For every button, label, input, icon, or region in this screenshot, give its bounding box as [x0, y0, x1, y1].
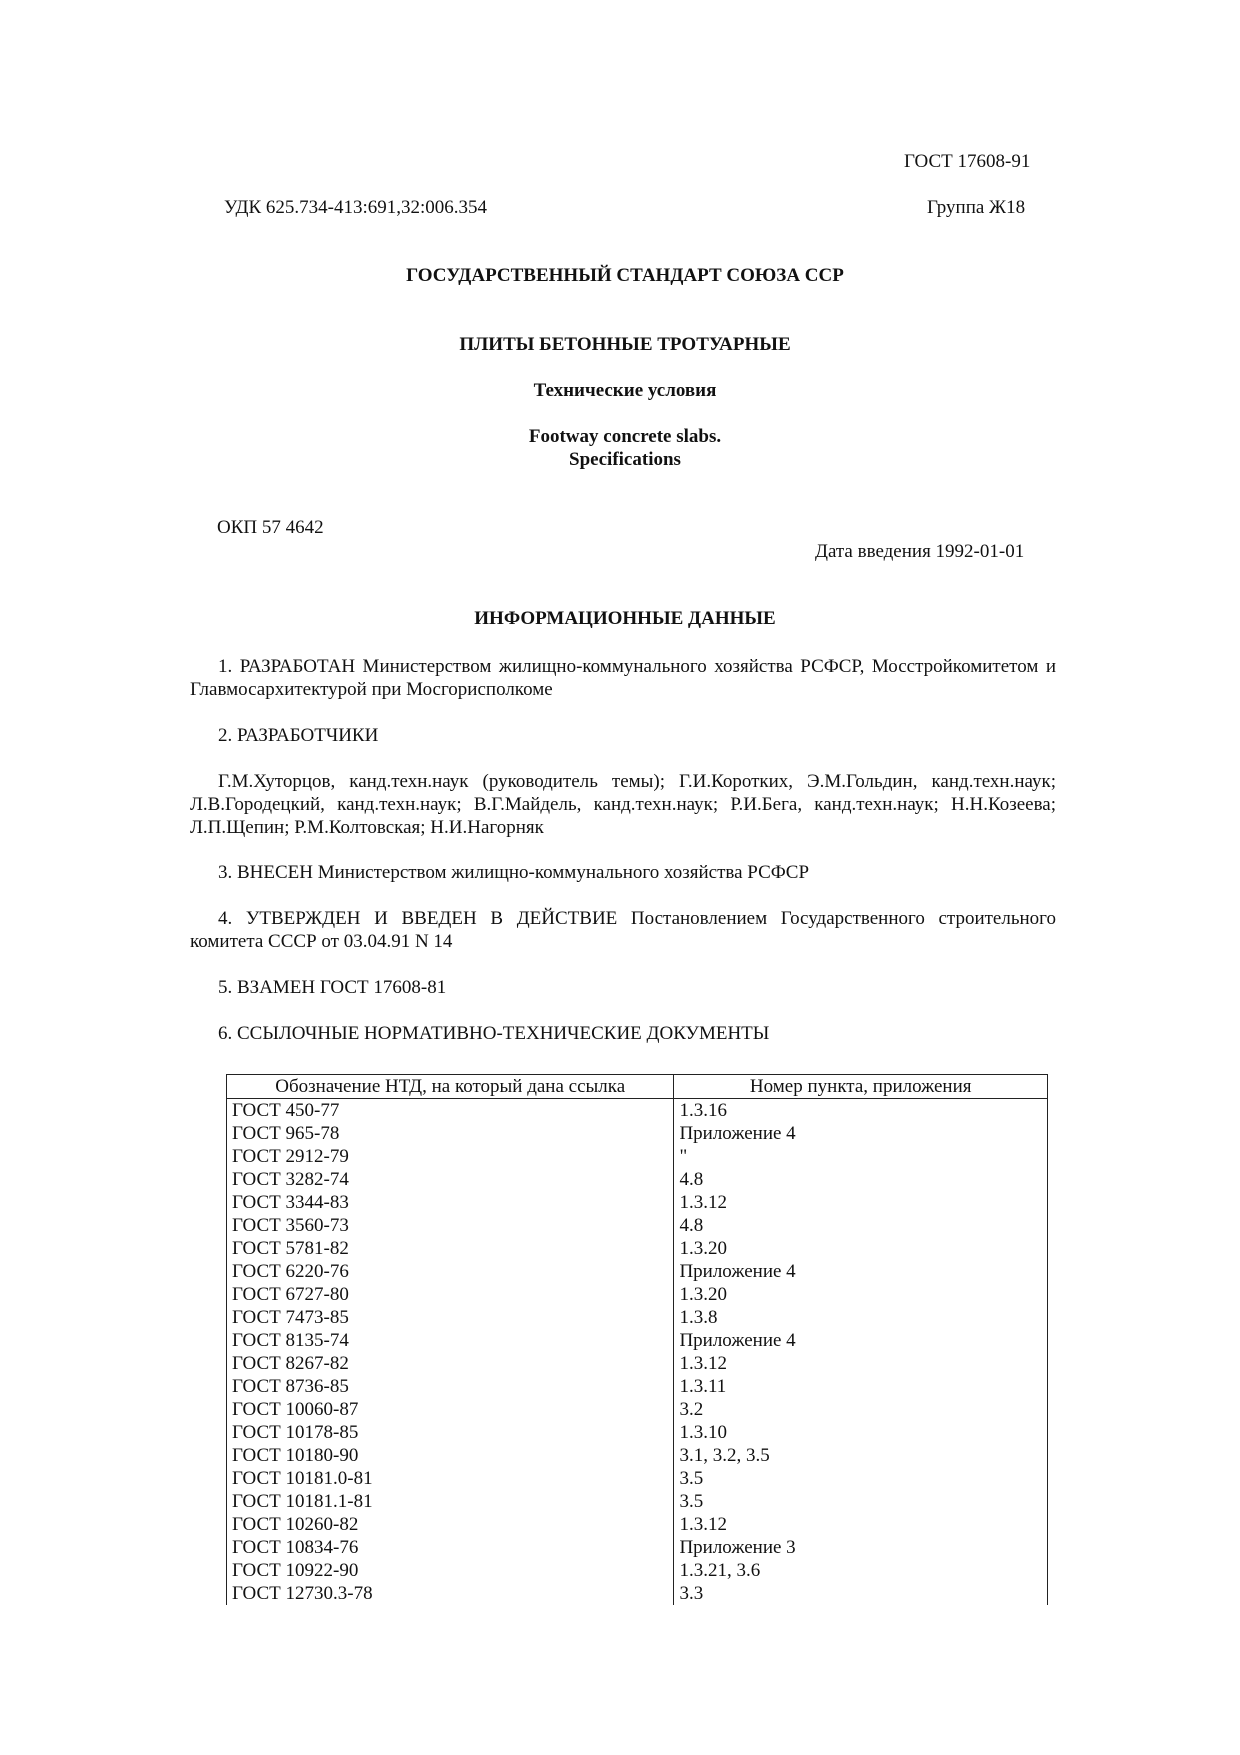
table-row [227, 1283, 1048, 1306]
references-table [226, 1074, 1048, 1605]
clause-cell: 1.3.20 [674, 1237, 1048, 1260]
document-subtitle: Технические условия [533, 380, 717, 401]
document-cell: ГОСТ 8135-74 [227, 1329, 674, 1352]
udk-code: УДК 625.734-413:691,32:006.354 [224, 197, 488, 218]
document-cell: ГОСТ 7473-85 [227, 1306, 674, 1329]
clause-cell: 3.1, 3.2, 3.5 [674, 1444, 1048, 1467]
clause-cell: " [674, 1145, 1048, 1168]
clause-cell: 3.5 [674, 1490, 1048, 1513]
table-row [227, 1375, 1048, 1398]
state-standard-heading: ГОСУДАРСТВЕННЫЙ СТАНДАРТ СОЮЗА ССР [406, 265, 844, 286]
document-cell: ГОСТ 10060-87 [227, 1398, 674, 1421]
group-code: Группа Ж18 [927, 197, 1026, 218]
table-row [227, 1398, 1048, 1421]
column-header-document: Обозначение НТД, на который дана ссылка [227, 1075, 674, 1099]
clause-cell: 1.3.8 [674, 1306, 1048, 1329]
document-cell: ГОСТ 10178-85 [227, 1421, 674, 1444]
table-row [227, 1421, 1048, 1444]
info-item-developers: 2. РАЗРАБОТЧИКИ [218, 725, 379, 746]
info-item-submitted: 3. ВНЕСЕН Министерством жилищно-коммунального хозяйства РСФСР [218, 862, 810, 883]
clause-cell: 1.3.12 [674, 1191, 1048, 1214]
table-row [227, 1214, 1048, 1237]
okp-code: ОКП 57 4642 [217, 517, 324, 538]
developers-list: Г.М.Хуторцов, канд.техн.наук (руководитель темы); Г.И.Коротких, Э.М.Гольдин, канд.техн.наук; Л.В.Городецкий, канд.техн.наук; В.Г.Майдель, канд.техн.наук; Р.И.Бега, канд.техн.наук; Н.Н.Козеева; Л.П.Щепин; Р.М.Колтовская; Н.И.Нагорняк [190, 771, 1056, 838]
table-row [227, 1191, 1048, 1214]
document-cell: ГОСТ 3560-73 [227, 1214, 674, 1237]
table-row [227, 1513, 1048, 1536]
table-row [227, 1306, 1048, 1329]
info-heading: ИНФОРМАЦИОННЫЕ ДАННЫЕ [474, 608, 776, 629]
document-cell: ГОСТ 10181.0-81 [227, 1467, 674, 1490]
clause-cell: 1.3.16 [674, 1099, 1048, 1123]
table-header-row [227, 1075, 1048, 1099]
clause-cell: 1.3.21, 3.6 [674, 1559, 1048, 1582]
table-row [227, 1467, 1048, 1490]
clause-cell: 3.3 [674, 1582, 1048, 1605]
table-row [227, 1582, 1048, 1605]
clause-cell: Приложение 4 [674, 1122, 1048, 1145]
clause-cell: 4.8 [674, 1168, 1048, 1191]
clause-cell: Приложение 4 [674, 1329, 1048, 1352]
info-item-approved: 4. УТВЕРЖДЕН И ВВЕДЕН В ДЕЙСТВИЕ Постановлением Государственного строительного комитета СССР от 03.04.91 N 14 [190, 908, 1056, 952]
document-cell: ГОСТ 3282-74 [227, 1168, 674, 1191]
table-row [227, 1122, 1048, 1145]
document-cell: ГОСТ 10922-90 [227, 1559, 674, 1582]
clause-cell: 3.2 [674, 1398, 1048, 1421]
table-row [227, 1168, 1048, 1191]
table-row [227, 1099, 1048, 1123]
document-cell: ГОСТ 12730.3-78 [227, 1582, 674, 1605]
english-title-line2: Specifications [569, 449, 681, 470]
clause-cell: 1.3.12 [674, 1352, 1048, 1375]
clause-cell: 3.5 [674, 1467, 1048, 1490]
table-row [227, 1329, 1048, 1352]
table-row [227, 1352, 1048, 1375]
document-cell: ГОСТ 10180-90 [227, 1444, 674, 1467]
clause-cell: Приложение 3 [674, 1536, 1048, 1559]
english-title-line1: Footway concrete slabs. [528, 426, 722, 447]
document-cell: ГОСТ 10260-82 [227, 1513, 674, 1536]
table-row [227, 1260, 1048, 1283]
column-header-clause: Номер пункта, приложения [674, 1075, 1048, 1099]
document-cell: ГОСТ 6220-76 [227, 1260, 674, 1283]
document-cell: ГОСТ 10834-76 [227, 1536, 674, 1559]
document-cell: ГОСТ 965-78 [227, 1122, 674, 1145]
gost-code: ГОСТ 17608-91 [904, 151, 1031, 172]
clause-cell: 4.8 [674, 1214, 1048, 1237]
document-cell: ГОСТ 3344-83 [227, 1191, 674, 1214]
table-row [227, 1490, 1048, 1513]
table-row [227, 1536, 1048, 1559]
document-cell: ГОСТ 8736-85 [227, 1375, 674, 1398]
info-item-replaces: 5. ВЗАМЕН ГОСТ 17608-81 [218, 977, 447, 998]
document-cell: ГОСТ 2912-79 [227, 1145, 674, 1168]
document-cell: ГОСТ 6727-80 [227, 1283, 674, 1306]
introduction-date: Дата введения 1992-01-01 [815, 541, 1025, 562]
document-cell: ГОСТ 10181.1-81 [227, 1490, 674, 1513]
table-row [227, 1145, 1048, 1168]
table-row [227, 1559, 1048, 1582]
document-cell: ГОСТ 5781-82 [227, 1237, 674, 1260]
clause-cell: 1.3.11 [674, 1375, 1048, 1398]
document-cell: ГОСТ 450-77 [227, 1099, 674, 1123]
info-item-references: 6. ССЫЛОЧНЫЕ НОРМАТИВНО-ТЕХНИЧЕСКИЕ ДОКУМЕНТЫ [218, 1023, 770, 1044]
table-row [227, 1444, 1048, 1467]
clause-cell: 1.3.10 [674, 1421, 1048, 1444]
clause-cell: Приложение 4 [674, 1260, 1048, 1283]
table-row [227, 1237, 1048, 1260]
info-item-developed: 1. РАЗРАБОТАН Министерством жилищно-коммунального хозяйства РСФСР, Мосстройкомитетом и Главмосархитектурой при Мосгорисполкоме [190, 656, 1056, 700]
document-title: ПЛИТЫ БЕТОННЫЕ ТРОТУАРНЫЕ [459, 334, 791, 355]
clause-cell: 1.3.12 [674, 1513, 1048, 1536]
clause-cell: 1.3.20 [674, 1283, 1048, 1306]
table-body [227, 1099, 1048, 1606]
document-cell: ГОСТ 8267-82 [227, 1352, 674, 1375]
